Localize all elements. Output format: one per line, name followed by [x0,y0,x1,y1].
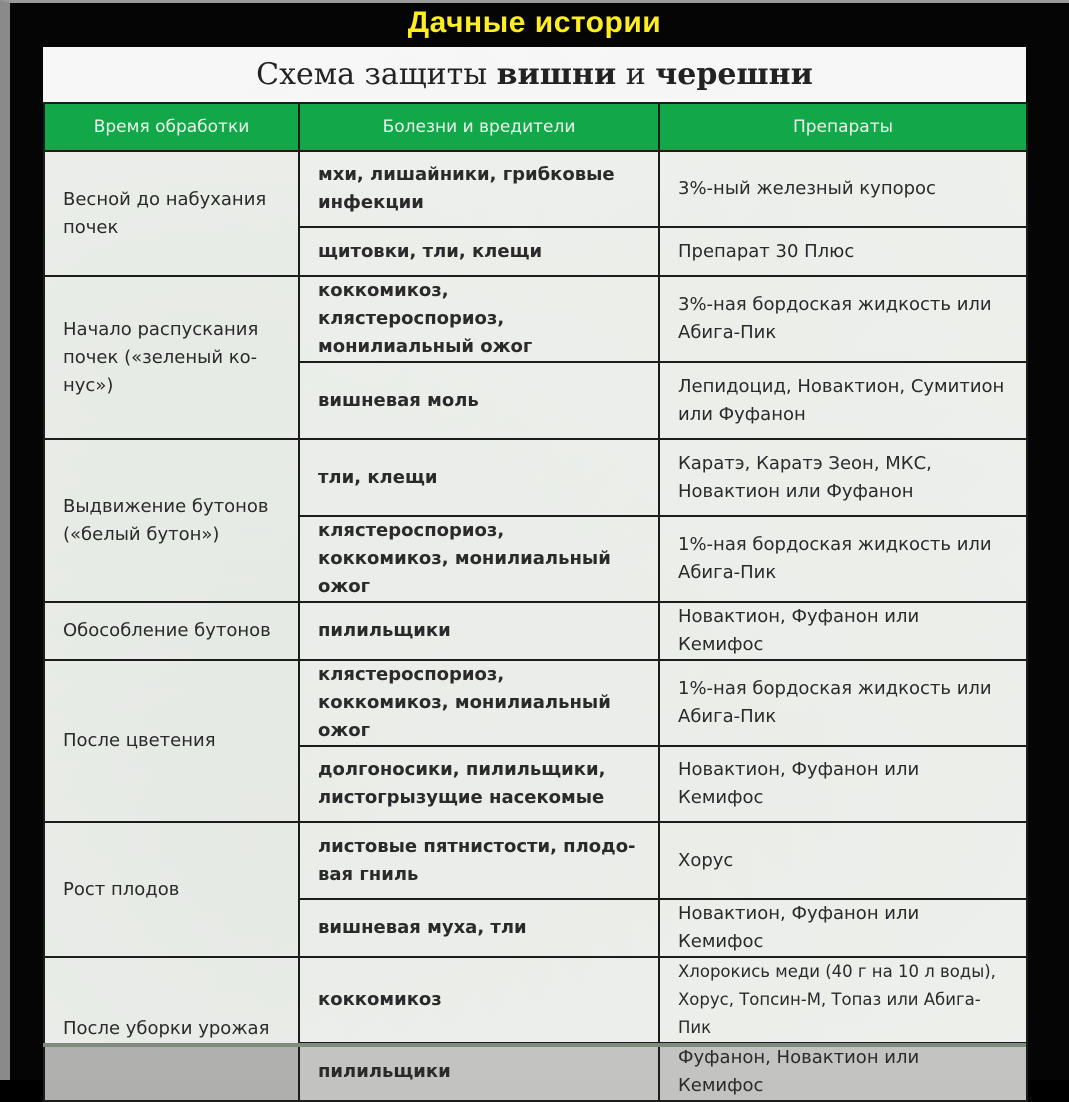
drug-cell: 3%-ный железный купорос [659,151,1027,227]
stage-cell: Весной до набухания почек [44,151,299,276]
table-row [44,957,1027,1043]
header-pests: Болезни и вредители [299,103,659,151]
table-row [44,602,1027,660]
bottom-divider [43,1043,1026,1047]
stage-cell: Рост плодов [44,822,299,957]
pest-cell: коккомикоз, клястероспориоз, монилиальный ожог [299,276,659,362]
drug-cell: Новактион, Фуфанон или Кемифос [659,746,1027,822]
pest-cell: коккомикоз [299,957,659,1043]
table-row [44,439,1027,516]
drug-cell: Новактион, Фуфанон или Кемифос [659,899,1027,957]
table-row [44,660,1027,746]
stage-cell: После цветения [44,660,299,822]
protection-table [43,102,1028,1102]
scheme-panel [43,47,1026,1096]
pest-cell: щитовки, тли, клещи [299,227,659,276]
pest-cell: клястероспориоз, коккомикоз, монилиальный ожог [299,516,659,602]
pest-cell: тли, клещи [299,439,659,516]
stage-cell: Начало распускания почек («зеленый ко-нус») [44,276,299,439]
brand-caption: Дачные истории [407,6,662,39]
drug-cell: 3%-ная бордоская жидкость или Абига-Пик [659,276,1027,362]
pest-cell: клястероспориоз, коккомикоз, монилиальный ожог [299,660,659,746]
title-middle: и [616,57,656,92]
pest-cell: долгоносики, пилильщики, листогрызущие насекомые [299,746,659,822]
title-bold-sweet-cherry: черешни [655,57,813,92]
stage-cell: Выдвижение бутонов («белый бутон») [44,439,299,602]
table-row [44,276,1027,362]
table-row [44,151,1027,227]
drug-cell: Новактион, Фуфанон или Кемифос [659,602,1027,660]
header-time: Время обработки [44,103,299,151]
pest-cell: пилильщики [299,1043,659,1101]
drug-cell: 1%-ная бордоская жидкость или Абига-Пик [659,660,1027,746]
table-row [44,822,1027,899]
drug-cell: Фуфанон, Новактион или Кемифос [659,1043,1027,1101]
header-drugs: Препараты [659,103,1027,151]
drug-cell: Хорус [659,822,1027,899]
stage-cell: После уборки урожая [44,957,299,1101]
pest-cell: листовые пятнистости, плодо-вая гниль [299,822,659,899]
pest-cell: пилильщики [299,602,659,660]
drug-cell: 1%-ная бордоская жидкость или Абига-Пик [659,516,1027,602]
pest-cell: вишневая муха, тли [299,899,659,957]
page-title [43,47,1026,102]
drug-cell: Лепидоцид, Новактион, Сумитион или Фуфанон [659,362,1027,439]
drug-cell: Каратэ, Каратэ Зеон, МКС, Новактион или Фуфанон [659,439,1027,516]
stage-cell: Обособление бутонов [44,602,299,660]
table-header-row [44,103,1027,151]
drug-cell: Хлорокись меди (40 г на 10 л воды), Хорус, Топсин-М, Топаз или Абига-Пик [659,957,1027,1043]
title-bold-cherry: вишни [496,57,617,92]
pest-cell: вишневая моль [299,362,659,439]
drug-cell: Препарат 30 Плюс [659,227,1027,276]
title-prefix: Схема защиты [256,57,497,92]
pest-cell: мхи, лишайники, грибковые инфекции [299,151,659,227]
